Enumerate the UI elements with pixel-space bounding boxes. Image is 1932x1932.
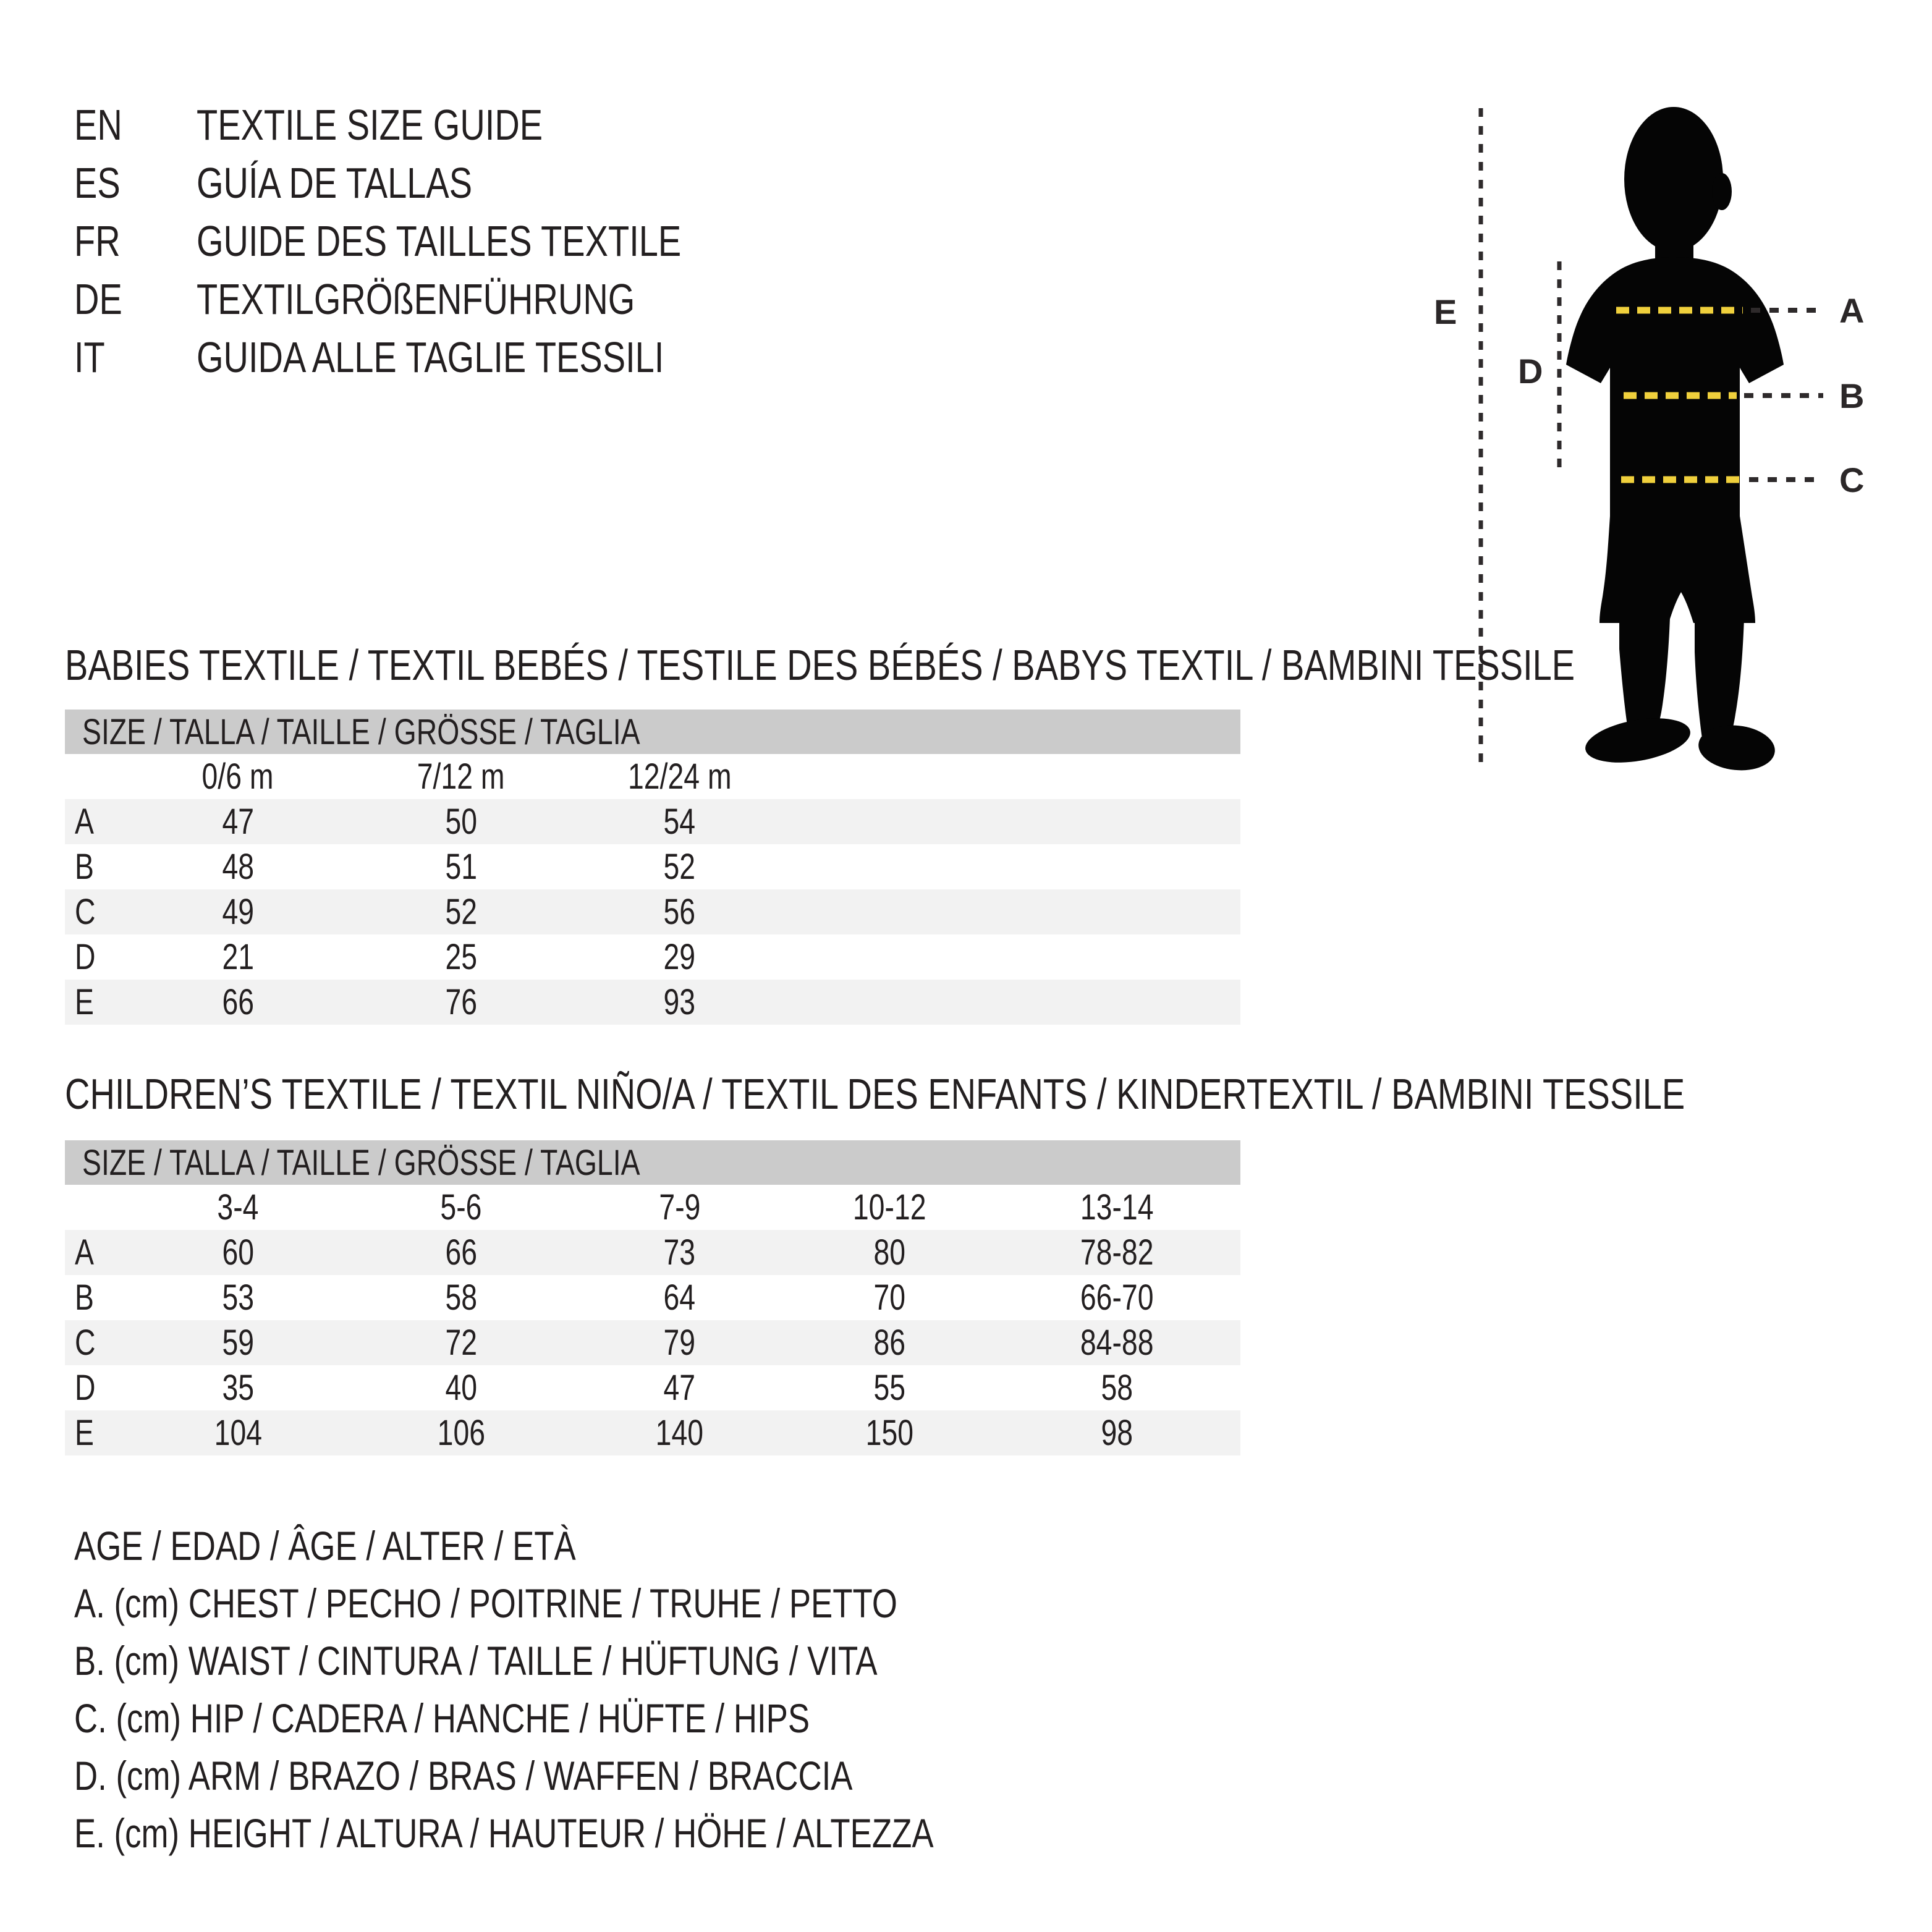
- column-header: 5-6: [440, 1187, 482, 1227]
- table-cell: 106: [437, 1413, 485, 1453]
- row-label: C: [75, 892, 96, 932]
- babies-section-heading: [65, 640, 1932, 690]
- column-header: 0/6 m: [201, 756, 274, 797]
- row-label: A: [75, 1232, 94, 1273]
- table-row: [65, 980, 1240, 1025]
- table-row: [65, 1365, 1240, 1410]
- measurement-legend: [74, 1517, 1148, 1862]
- legend-hip-line: C. (cm) HIP / CADERA / HANCHE / HÜFTE / HIPS: [74, 1695, 810, 1741]
- guide-title: TEXTILGRÖßENFÜHRUNG: [197, 275, 635, 323]
- table-cell: 66: [222, 982, 254, 1022]
- table-cell: 56: [663, 892, 696, 932]
- language-row-en: [74, 96, 802, 154]
- table-cell: 70: [873, 1277, 906, 1318]
- legend-chest-line: A. (cm) CHEST / PECHO / POITRINE / TRUHE / PETTO: [74, 1580, 897, 1626]
- row-label: E: [75, 1413, 94, 1453]
- measurement-figure: [1391, 74, 1932, 816]
- legend-age-line: AGE / EDAD / ÂGE / ALTER / ETÀ: [74, 1523, 576, 1569]
- table-row: [65, 889, 1240, 934]
- table-cell: 76: [445, 982, 477, 1022]
- row-label: E: [75, 982, 94, 1022]
- table-cell: 58: [445, 1277, 477, 1318]
- language-row-fr: [74, 212, 802, 270]
- table-cell: 59: [222, 1323, 254, 1363]
- children-heading-text: CHILDREN’S TEXTILE / TEXTIL NIÑO/A / TEXTIL DES ENFANTS / KINDERTEXTIL / BAMBINI TESSILE: [65, 1070, 1685, 1118]
- language-code: ES: [74, 159, 121, 207]
- table-cell: 52: [445, 892, 477, 932]
- children-section-heading: [65, 1069, 1932, 1119]
- table-cell: 50: [445, 802, 477, 842]
- language-code: DE: [74, 275, 122, 323]
- language-row-it: [74, 328, 802, 386]
- children-size-table: [65, 1140, 1240, 1455]
- table-cell: 93: [663, 982, 696, 1022]
- column-header: 13-14: [1080, 1187, 1154, 1227]
- table-cell: 66-70: [1080, 1277, 1154, 1318]
- language-row-de: [74, 270, 802, 328]
- table-cell: 150: [865, 1413, 914, 1453]
- table-cell: 64: [663, 1277, 696, 1318]
- table-cell: 47: [663, 1368, 696, 1408]
- table-cell: 104: [214, 1413, 262, 1453]
- table-row: [65, 934, 1240, 980]
- table-row: [65, 844, 1240, 889]
- table-row: [65, 1320, 1240, 1365]
- silhouette-left-shoe: [1582, 711, 1694, 770]
- table-cell: 49: [222, 892, 254, 932]
- table-cell: 98: [1101, 1413, 1133, 1453]
- table-row: [65, 799, 1240, 844]
- language-code: IT: [74, 333, 105, 381]
- table-cell: 72: [445, 1323, 477, 1363]
- table-cell: 47: [222, 802, 254, 842]
- table-cell: 21: [222, 937, 254, 977]
- column-header: 3-4: [217, 1187, 259, 1227]
- table-cell: 58: [1101, 1368, 1133, 1408]
- column-header: 7/12 m: [417, 756, 505, 797]
- children-column-header-row: [65, 1185, 1240, 1230]
- figure-label-c: C: [1839, 460, 1865, 499]
- language-code: FR: [74, 217, 121, 265]
- legend-arm-line: D. (cm) ARM / BRAZO / BRAS / WAFFEN / BRACCIA: [74, 1753, 853, 1799]
- table-cell: 86: [873, 1323, 906, 1363]
- table-cell: 40: [445, 1368, 477, 1408]
- table-cell: 54: [663, 802, 696, 842]
- row-label: B: [75, 847, 94, 887]
- figure-label-b: B: [1839, 376, 1865, 415]
- row-label: A: [75, 802, 94, 842]
- guide-title: GUIDE DES TAILLES TEXTILE: [197, 217, 682, 265]
- table-cell: 29: [663, 937, 696, 977]
- babies-heading-text: BABIES TEXTILE / TEXTIL BEBÉS / TESTILE DES BÉBÉS / BABYS TEXTIL / BAMBINI TESSILE: [65, 641, 1575, 689]
- table-cell: 140: [655, 1413, 704, 1453]
- table-cell: 35: [222, 1368, 254, 1408]
- column-header: 10-12: [853, 1187, 926, 1227]
- figure-label-d: D: [1518, 352, 1543, 391]
- babies-column-header-row: [65, 754, 1240, 799]
- babies-size-bar: [65, 710, 1240, 754]
- babies-size-table: [65, 710, 1240, 1025]
- guide-title: GUÍA DE TALLAS: [197, 159, 473, 207]
- table-row: [65, 1275, 1240, 1320]
- row-label: D: [75, 937, 96, 977]
- table-row: [65, 1410, 1240, 1455]
- language-header: [74, 96, 802, 386]
- table-cell: 79: [663, 1323, 696, 1363]
- table-cell: 78-82: [1080, 1232, 1154, 1273]
- row-label: D: [75, 1368, 96, 1408]
- size-bar-label: SIZE / TALLA / TAILLE / GRÖSSE / TAGLIA: [82, 711, 640, 752]
- table-cell: 48: [222, 847, 254, 887]
- legend-height-line: E. (cm) HEIGHT / ALTURA / HAUTEUR / HÖHE / ALTEZZA: [74, 1810, 934, 1856]
- table-cell: 55: [873, 1368, 906, 1408]
- column-header: 7-9: [658, 1187, 701, 1227]
- figure-label-a: A: [1839, 291, 1865, 330]
- column-header: 12/24 m: [627, 756, 732, 797]
- silhouette-ear: [1712, 173, 1732, 210]
- table-cell: 60: [222, 1232, 254, 1273]
- table-cell: 51: [445, 847, 477, 887]
- row-label: B: [75, 1277, 94, 1318]
- size-bar-label: SIZE / TALLA / TAILLE / GRÖSSE / TAGLIA: [82, 1142, 640, 1183]
- child-silhouette-diagram: [1391, 74, 1932, 816]
- row-label: C: [75, 1323, 96, 1363]
- table-cell: 84-88: [1080, 1323, 1154, 1363]
- table-cell: 53: [222, 1277, 254, 1318]
- guide-title: TEXTILE SIZE GUIDE: [197, 101, 543, 149]
- table-cell: 52: [663, 847, 696, 887]
- figure-label-e: E: [1434, 292, 1457, 331]
- language-code: EN: [74, 101, 122, 149]
- table-cell: 73: [663, 1232, 696, 1273]
- silhouette-shorts: [1599, 516, 1755, 623]
- guide-title: GUIDA ALLE TAGLIE TESSILI: [197, 333, 664, 381]
- table-cell: 25: [445, 937, 477, 977]
- children-size-bar: [65, 1140, 1240, 1185]
- language-row-es: [74, 154, 802, 212]
- table-cell: 80: [873, 1232, 906, 1273]
- table-row: [65, 1230, 1240, 1275]
- table-cell: 66: [445, 1232, 477, 1273]
- legend-waist-line: B. (cm) WAIST / CINTURA / TAILLE / HÜFTUNG / VITA: [74, 1638, 878, 1684]
